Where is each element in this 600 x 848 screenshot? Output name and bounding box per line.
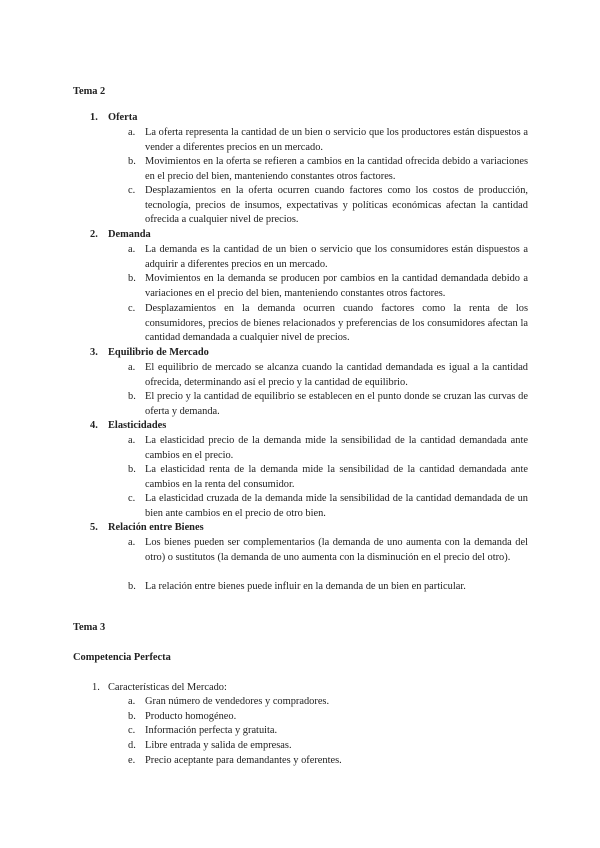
item-text: Libre entrada y salida de empresas. (145, 740, 292, 751)
item-text: Gran número de vendedores y compradores. (145, 696, 330, 707)
tema3-heading: Tema 3 (73, 622, 106, 633)
item-text: La relación entre bienes puede influir en la demanda de un bien en particular. (145, 581, 466, 592)
item-text: La elasticidad precio de la demanda mide la sensibilidad de la cantidad demandada ante cambios en el precio. (145, 435, 528, 461)
item-number: 1. (90, 112, 98, 123)
item-text: El equilibrio de mercado se alcanza cuando la cantidad demandada es igual a la cantidad ofrecida, determinando así el precio y la cantidad de equilibrio. (145, 362, 528, 388)
item-number: 5. (90, 522, 98, 533)
item-text: La oferta representa la cantidad de un bien o servicio que los productores están dispuestos a vender a diferentes precios en un mercado. (145, 127, 528, 153)
item-text: Movimientos en la oferta se refieren a cambios en la cantidad ofrecida debido a variaciones en el precio del bien, manteniendo constantes otros factores. (145, 156, 528, 182)
item-letter: a. (128, 127, 136, 138)
tema2-heading: Tema 2 (73, 86, 106, 97)
item-text: El precio y la cantidad de equilibrio se establecen en el punto donde se cruzan las curvas de oferta y demanda. (145, 391, 528, 417)
item-text: Desplazamientos en la oferta ocurren cuando factores como los costos de producción, tecnología, precios de insumos, expectativas y políticas económicas afectan la cantidad ofrecida a cualquier nivel de precios. (145, 185, 528, 226)
item-letter: b. (128, 156, 136, 167)
item-text: La elasticidad renta de la demanda mide la sensibilidad de la cantidad demandada ante cambios en la renta del consumidor. (145, 464, 528, 490)
item-text: Información perfecta y gratuita. (145, 725, 278, 736)
item-letter: e. (128, 755, 136, 766)
item-number: 1. (92, 682, 100, 693)
item-text: Producto homogéneo. (145, 711, 237, 722)
item-text: Precio aceptante para demandantes y oferentes. (145, 755, 342, 766)
item-title: Relación entre Bienes (108, 522, 204, 533)
item-title: Equilibrio de Mercado (108, 347, 209, 358)
item-number: 3. (90, 347, 98, 358)
item-letter: b. (128, 273, 136, 284)
item-letter: a. (128, 362, 136, 373)
item-letter: a. (128, 435, 136, 446)
item-text: Los bienes pueden ser complementarios (la demanda de uno aumenta con la demanda del otro) o sustitutos (la demanda de uno aumenta con la disminución en el precio del otro). (145, 537, 528, 563)
item-letter: c. (128, 725, 136, 736)
item-number: 4. (90, 420, 98, 431)
tema3-subtitle: Competencia Perfecta (73, 652, 171, 663)
item-letter: d. (128, 740, 136, 751)
item-letter: b. (128, 581, 136, 592)
item-title: Elasticidades (108, 420, 167, 431)
item-letter: a. (128, 537, 136, 548)
item-letter: b. (128, 391, 136, 402)
item-letter: a. (128, 696, 136, 707)
item-title: Oferta (108, 112, 138, 123)
item-text: Desplazamientos en la demanda ocurren cuando factores como la renta de los consumidores, precios de bienes relacionados y preferencias de los consumidores afectan la cantidad demandada a cualquier nivel de precios. (145, 303, 528, 344)
item-letter: a. (128, 244, 136, 255)
item-letter: c. (128, 185, 136, 196)
item-text: Movimientos en la demanda se producen por cambios en la cantidad demandada debido a variaciones en el precio del bien, manteniendo constantes otros factores. (145, 273, 528, 299)
item-text: La elasticidad cruzada de la demanda mide la sensibilidad de la cantidad demandada de un bien ante cambios en el precio de otro bien. (145, 493, 528, 519)
item-title: Demanda (108, 229, 151, 240)
item-letter: b. (128, 464, 136, 475)
item-letter: b. (128, 711, 136, 722)
item-text: La demanda es la cantidad de un bien o servicio que los consumidores están dispuestos a adquirir a diferentes precios en un mercado. (145, 244, 528, 270)
item-letter: c. (128, 303, 136, 314)
item-title: Características del Mercado: (108, 682, 227, 693)
item-letter: c. (128, 493, 136, 504)
item-number: 2. (90, 229, 98, 240)
